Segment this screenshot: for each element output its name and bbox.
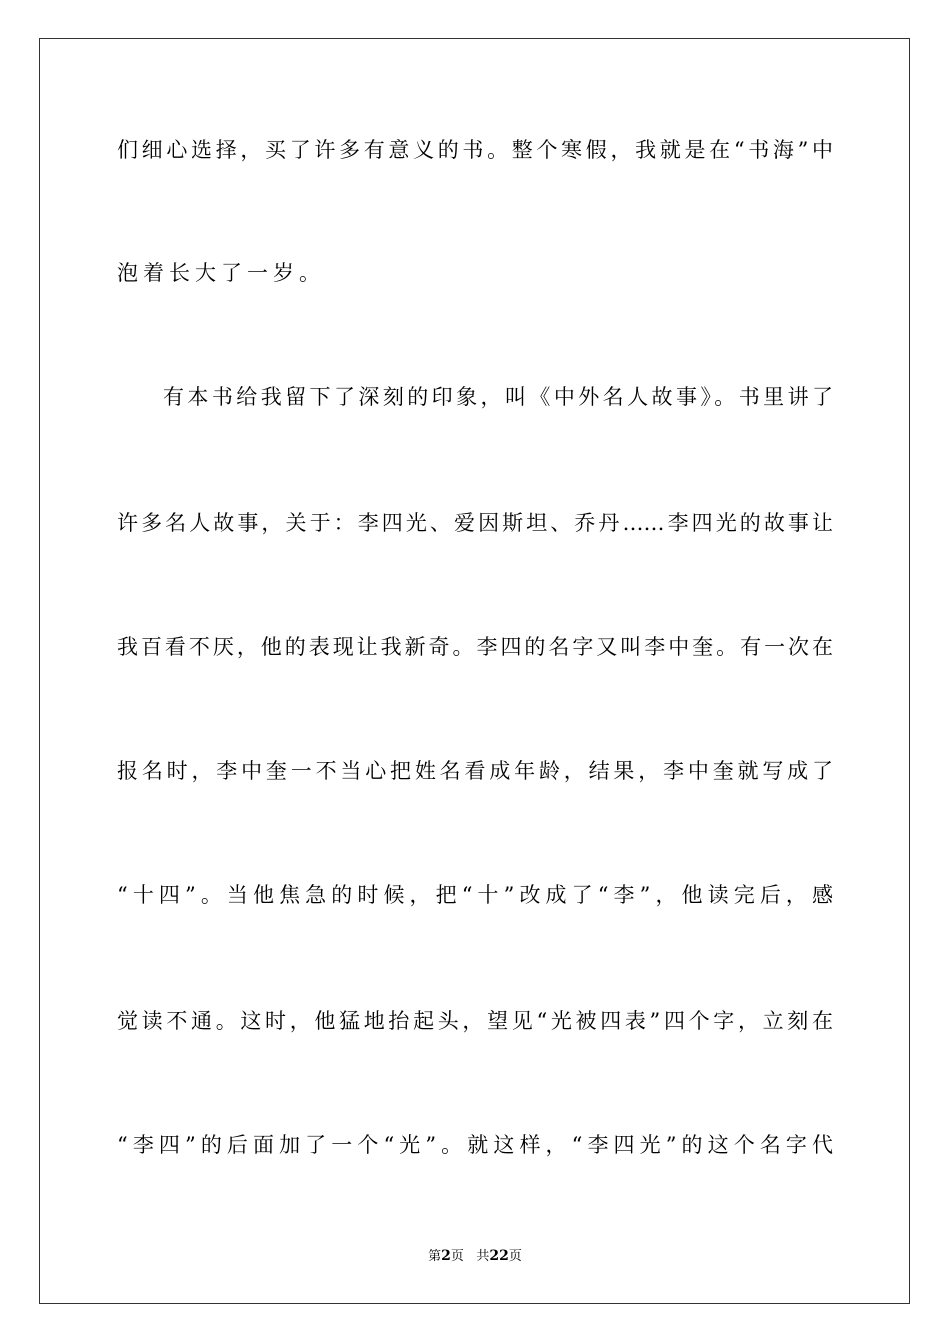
text-line-6: 报名时，李中奎一不当心把姓名看成年龄，结果，李中奎就写成了	[117, 759, 833, 783]
text-line-3: 有本书给我留下了深刻的印象，叫《中外名人故事》。书里讲了	[163, 385, 833, 409]
footer-page-total: 22	[489, 1248, 509, 1264]
text-line-1: 们细心选择，买了许多有意义的书。整个寒假，我就是在“书海”中	[117, 138, 833, 162]
text-line-5: 我百看不厌，他的表现让我新奇。李四的名字又叫李中奎。有一次在	[117, 635, 833, 659]
text-line-7: “十四”。当他焦急的时候，把“十”改成了“李”，他读完后，感	[117, 883, 833, 907]
page-border	[39, 38, 910, 1304]
text-line-2: 泡着长大了一岁。	[117, 261, 325, 285]
footer-page-prefix: 第	[428, 1249, 442, 1264]
footer-total-unit: 页	[508, 1249, 522, 1264]
page-footer	[0, 1248, 950, 1265]
footer-page-current: 2	[441, 1248, 451, 1264]
text-line-4: 许多名人故事，关于：李四光、爱因斯坦、乔丹……李四光的故事让	[117, 511, 833, 535]
footer-page-unit: 页	[450, 1249, 464, 1264]
text-line-9: “李四”的后面加了一个“光”。就这样，“李四光”的这个名字代	[117, 1133, 833, 1157]
text-line-8: 觉读不通。这时，他猛地抬起头，望见“光被四表”四个字，立刻在	[117, 1009, 833, 1033]
footer-total-prefix: 共	[476, 1249, 490, 1264]
